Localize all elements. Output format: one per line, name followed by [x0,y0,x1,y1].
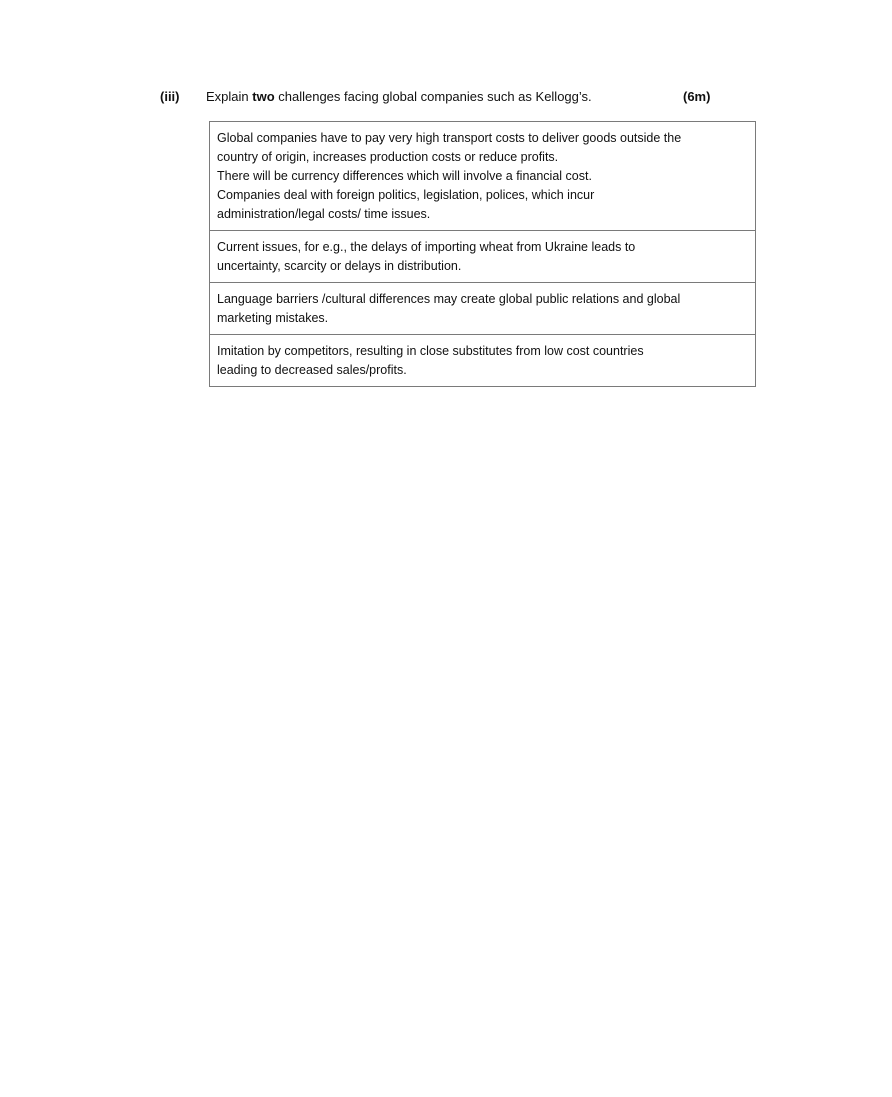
answer-line: administration/legal costs/ time issues. [217,207,431,221]
question-text [206,88,592,106]
answer-line: country of origin, increases production costs or reduce profits. [217,150,559,164]
question-header [160,88,720,108]
answer-table [209,121,756,387]
answer-line: Language barriers /cultural differences may create global public relations and global [217,292,681,306]
answer-row-2 [210,230,755,282]
answer-line: marketing mistakes. [217,311,329,325]
answer-row-3 [210,282,755,334]
answer-line: leading to decreased sales/profits. [217,363,407,377]
question-marks: (6m) [683,89,711,104]
question-text-emphasis: two [252,89,275,104]
answer-row-4 [210,334,755,386]
answer-line: Global companies have to pay very high transport costs to deliver goods outside the [217,131,682,145]
answer-line: Companies deal with foreign politics, legislation, polices, which incur [217,188,595,202]
answer-line: There will be currency differences which will involve a financial cost. [217,169,592,183]
answer-line: uncertainty, scarcity or delays in distribution. [217,259,462,273]
question-number: (iii) [160,89,180,104]
answer-line: Imitation by competitors, resulting in close substitutes from low cost countries [217,344,644,358]
answer-row-1 [210,122,755,230]
question-text-end: challenges facing global companies such as Kellogg’s. [274,89,592,104]
answer-line: Current issues, for e.g., the delays of importing wheat from Ukraine leads to [217,240,636,254]
question-text-start: Explain [206,89,253,104]
